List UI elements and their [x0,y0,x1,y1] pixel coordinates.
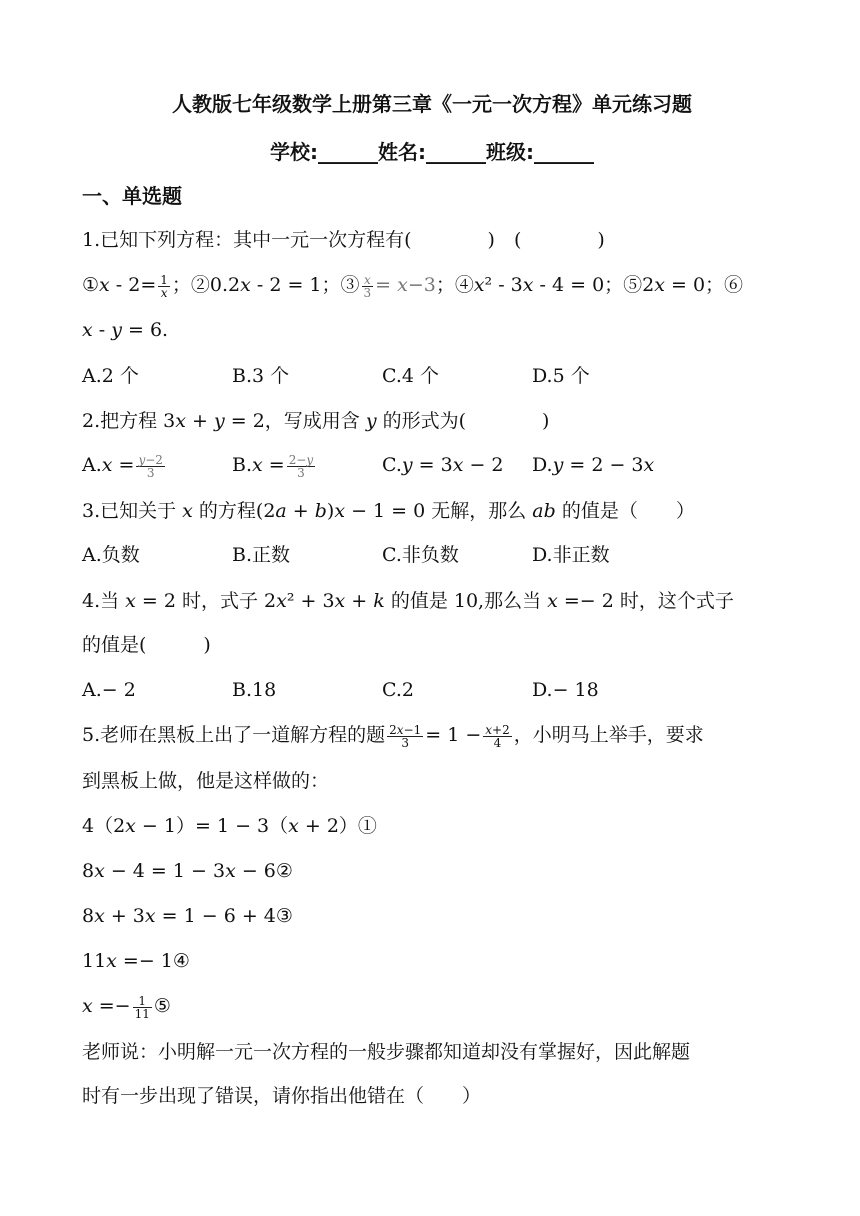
q1-eq-part4: ；④𝑥² - 3𝑥 - 4 = 0；⑤2𝑥 = 0；⑥ [435,274,744,296]
q4-option-a: A.− 2 [82,679,136,701]
q5-step-5 [82,992,171,1020]
q1-equations [82,271,743,299]
q2-option-a-num: 𝑦−2 [138,452,163,467]
q1-frac3-num: 𝑥 [362,274,374,287]
q1-frac1-den: 𝑥 [160,285,168,300]
q2-option-a-den: 3 [146,465,155,480]
q5-frac-left [387,724,423,749]
q1-frac1-num: 1 [160,272,168,287]
q2-option-a-frac [136,454,164,479]
q5-stem-prefix: 5.老师在黑板上出了一道解方程的题 [82,724,386,746]
q2-option-c: C.𝑦 = 3𝑥 − 2 [382,454,504,476]
q5-step-2: 8𝑥 − 4 = 1 − 3𝑥 − 6② [82,860,293,882]
q1-eq-part2: ；②0.2𝑥 - 2 = 1；③ [171,274,360,296]
q5-stem-middle: = 1 − [425,724,482,746]
q1-option-d: D.5 个 [532,365,590,387]
q5-step-1: 4（2𝑥 − 1）= 1 − 3（𝑥 + 2）① [82,815,377,837]
q5-comment-line1: 老师说：小明解一元一次方程的一般步骤都知道却没有掌握好，因此解题 [82,1041,691,1063]
q5-frac-left-num: 2𝑥−1 [389,722,422,737]
q2-option-b-den: 3 [297,465,305,480]
q1-option-a: A.2 个 [82,365,139,387]
q5-stem-line2: 到黑板上做，他是这样做的： [82,770,330,792]
q4-option-b: B.18 [232,679,277,701]
q3-option-c: C.非负数 [382,544,459,566]
q2-option-b-frac [287,454,315,479]
q3-stem: 3.已知关于 𝑥 的方程(2𝑎 + 𝑏)𝑥 − 1 = 0 无解，那么 𝑎𝑏 的值是（ ） [82,500,695,522]
section-heading: 一、单选题 [82,184,182,208]
q5-step-4: 11𝑥 =− 1④ [82,950,190,972]
q3-option-b: B.正数 [232,544,291,566]
q1-stem: 1.已知下列方程：其中一元一次方程有( ) ( ) [82,229,605,251]
q1-eq-part1: ①𝑥 - 2= [82,274,157,296]
q5-frac-right-den: 4 [493,735,502,750]
q5-comment-line2: 时有一步出现了错误，请你指出他错在（ ） [82,1085,482,1107]
q1-equation-line2: 𝑥 - 𝑦 = 6. [82,319,169,341]
q5-step-5-den: 11 [134,1006,150,1021]
q2-option-a [82,451,167,479]
q2-option-b-num: 2−𝑦 [288,452,314,467]
q3-option-a: A.负数 [82,544,140,566]
q5-stem-suffix: ，小明马上举手，要求 [513,724,704,746]
q2-option-a-prefix: A.𝑥 = [82,454,135,476]
q2-option-b-prefix: B.𝑥 = [232,454,285,476]
q4-stem-line1: 4.当 𝑥 = 2 时，式子 2𝑥² + 3𝑥 + 𝑘 的值是 10,那么当 𝑥 =− 2 时，这个式子 [82,590,734,612]
q5-step-5-prefix: 𝑥 =− [82,995,131,1017]
q5-step-5-marker: ⑤ [153,995,171,1017]
q1-frac1 [158,274,170,299]
q5-frac-right-num: 𝑥+2 [485,722,510,737]
q1-option-c: C.4 个 [382,365,440,387]
q5-stem-line1 [82,721,704,749]
q1-frac3 [362,274,374,299]
q4-option-d: D.− 18 [532,679,599,701]
q2-stem: 2.把方程 3𝑥 + 𝑦 = 2，写成用含 𝑦 的形式为( ) [82,410,550,432]
q4-stem-line2: 的值是( ) [82,634,211,656]
q4-option-c: C.2 [382,679,414,701]
q3-option-d: D.非正数 [532,544,610,566]
q2-option-d: D.𝑦 = 2 − 3𝑥 [532,454,655,476]
q1-frac3-den: 3 [363,285,372,300]
school-name-class-line: 学校:______姓名:______班级:______ [270,140,594,164]
q1-eq-part3: = 𝑥−3 [375,274,436,296]
q5-step-5-num: 1 [133,995,152,1008]
q5-step-5-frac [133,995,152,1020]
q2-option-b [232,451,317,479]
q1-option-b: B.3 个 [232,365,290,387]
q5-frac-left-den: 3 [401,735,409,750]
page-title: 人教版七年级数学上册第三章《一元一次方程》单元练习题 [172,92,692,116]
q5-frac-right [483,724,511,749]
q5-step-3: 8𝑥 + 3𝑥 = 1 − 6 + 4③ [82,905,293,927]
